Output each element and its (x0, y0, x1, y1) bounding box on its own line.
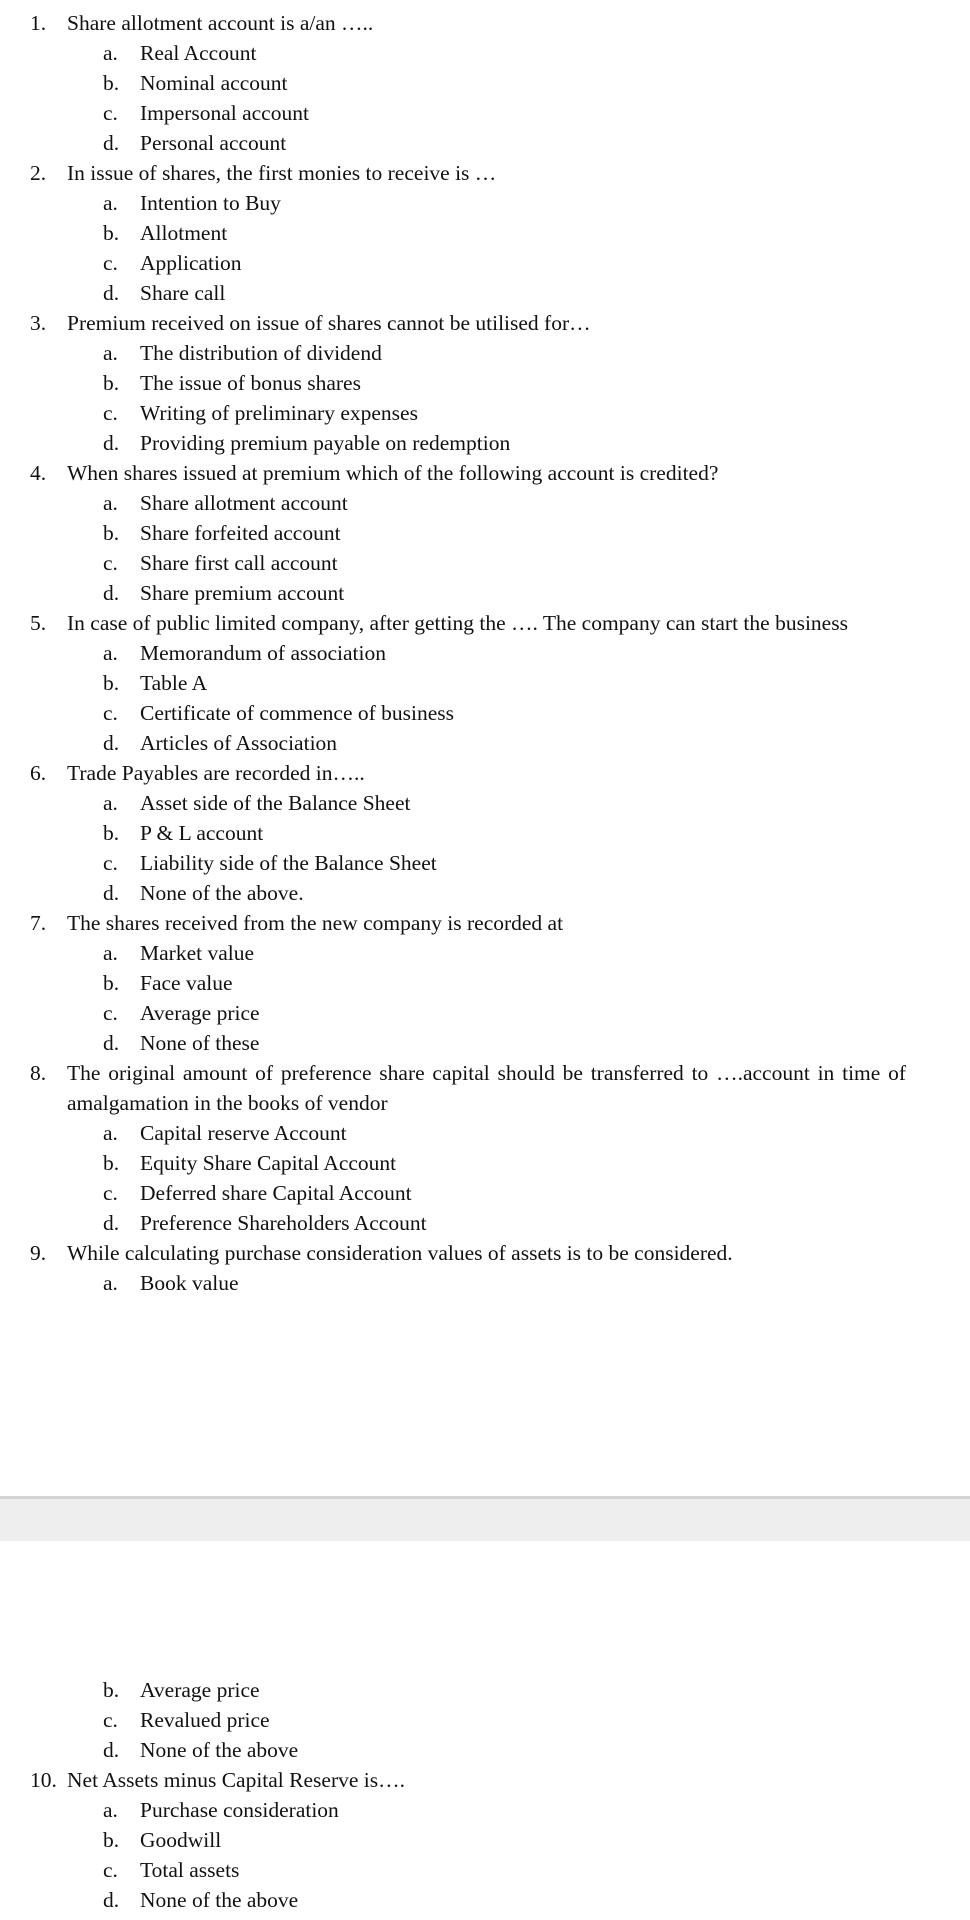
option-text: Average price (140, 1678, 260, 1702)
option-label: b. (103, 71, 120, 95)
option-label: d. (103, 881, 120, 905)
option-item (0, 818, 970, 848)
option-item (0, 248, 970, 278)
option-label: c. (103, 551, 118, 575)
option-item (0, 968, 970, 998)
option-item (0, 998, 970, 1028)
option-text: None of the above. (140, 881, 304, 905)
option-label: c. (103, 1858, 118, 1882)
question-6 (0, 758, 970, 788)
option-text: None of the above (140, 1888, 299, 1912)
question-number: 6. (30, 761, 47, 785)
option-label: c. (103, 1708, 118, 1732)
option-item (0, 668, 970, 698)
option-item (0, 788, 970, 818)
option-label: a. (103, 341, 118, 365)
option-text: Application (140, 251, 242, 275)
option-text: Share first call account (140, 551, 338, 575)
option-text: Deferred share Capital Account (140, 1181, 412, 1205)
option-label: b. (103, 1678, 120, 1702)
question-2 (0, 158, 970, 188)
option-text: Purchase consideration (140, 1798, 339, 1822)
document-page-1 (0, 8, 970, 1298)
option-text: Face value (140, 971, 233, 995)
option-label: c. (103, 1181, 118, 1205)
option-item (0, 848, 970, 878)
option-text: Nominal account (140, 71, 288, 95)
question-text: Premium received on issue of shares cannot be utilised for… (67, 311, 591, 335)
option-item (0, 1705, 970, 1735)
option-text: Allotment (140, 221, 228, 245)
option-label: b. (103, 971, 120, 995)
option-label: c. (103, 101, 118, 125)
question-text: While calculating purchase consideration values of assets is to be considered. (67, 1241, 733, 1265)
option-text: Liability side of the Balance Sheet (140, 851, 437, 875)
option-text: Capital reserve Account (140, 1121, 347, 1145)
option-label: d. (103, 1211, 120, 1235)
option-item (0, 1825, 970, 1855)
option-label: d. (103, 731, 120, 755)
page-break-divider (0, 1496, 970, 1541)
option-label: b. (103, 371, 120, 395)
options-list (0, 488, 970, 608)
question-3 (0, 308, 970, 338)
question-number: 10. (30, 1768, 57, 1792)
question-text: The shares received from the new company is recorded at (67, 911, 564, 935)
option-item (0, 878, 970, 908)
option-text: Preference Shareholders Account (140, 1211, 427, 1235)
option-label: d. (103, 131, 120, 155)
question-text: When shares issued at premium which of the following account is credited? (67, 461, 719, 485)
option-label: b. (103, 1151, 120, 1175)
option-item (0, 728, 970, 758)
question-8 (0, 1058, 970, 1118)
option-item (0, 938, 970, 968)
question-text: In issue of shares, the first monies to receive is … (67, 161, 497, 185)
question-number: 4. (30, 461, 47, 485)
question-text: The original amount of preference share capital should be transferred to ….account in time of amalgamation in the books of vendor (67, 1061, 906, 1115)
option-item (0, 1118, 970, 1148)
question-5 (0, 608, 970, 638)
option-item (0, 368, 970, 398)
option-text: Intention to Buy (140, 191, 281, 215)
option-label: d. (103, 431, 120, 455)
options-list (0, 1795, 970, 1915)
option-label: c. (103, 701, 118, 725)
option-text: Book value (140, 1271, 239, 1295)
option-label: d. (103, 581, 120, 605)
option-label: b. (103, 821, 120, 845)
option-text: Articles of Association (140, 731, 338, 755)
option-label: b. (103, 1828, 120, 1852)
option-label: b. (103, 521, 120, 545)
option-text: None of the above (140, 1738, 299, 1762)
option-item (0, 188, 970, 218)
question-number: 9. (30, 1241, 47, 1265)
option-item (0, 1148, 970, 1178)
option-label: c. (103, 401, 118, 425)
option-label: a. (103, 1271, 118, 1295)
option-text: Market value (140, 941, 255, 965)
option-text: Writing of preliminary expenses (140, 401, 418, 425)
option-item (0, 1855, 970, 1885)
option-item (0, 218, 970, 248)
option-item (0, 1208, 970, 1238)
question-number: 3. (30, 311, 47, 335)
option-text: The distribution of dividend (140, 341, 382, 365)
question-number: 5. (30, 611, 47, 635)
question-10 (0, 1765, 970, 1795)
option-item (0, 1178, 970, 1208)
option-item (0, 698, 970, 728)
question-text: In case of public limited company, after getting the …. The company can start the business (67, 611, 848, 635)
option-item (0, 1675, 970, 1705)
option-item (0, 38, 970, 68)
option-label: a. (103, 41, 118, 65)
option-item (0, 128, 970, 158)
option-text: None of these (140, 1031, 260, 1055)
option-label: a. (103, 191, 118, 215)
question-number: 7. (30, 911, 47, 935)
option-label: b. (103, 671, 120, 695)
option-label: c. (103, 851, 118, 875)
option-label: c. (103, 251, 118, 275)
option-item (0, 1735, 970, 1765)
option-text: The issue of bonus shares (140, 371, 361, 395)
options-list (0, 788, 970, 908)
option-item (0, 518, 970, 548)
question-9 (0, 1238, 970, 1268)
option-label: a. (103, 941, 118, 965)
option-label: c. (103, 1001, 118, 1025)
option-text: Average price (140, 1001, 260, 1025)
question-7 (0, 908, 970, 938)
option-item (0, 1885, 970, 1915)
question-1 (0, 8, 970, 38)
option-text: Share allotment account (140, 491, 348, 515)
option-text: Share forfeited account (140, 521, 341, 545)
option-text: Certificate of commence of business (140, 701, 455, 725)
option-label: d. (103, 281, 120, 305)
option-item (0, 638, 970, 668)
question-number: 2. (30, 161, 47, 185)
option-text: Asset side of the Balance Sheet (140, 791, 411, 815)
option-label: b. (103, 221, 120, 245)
option-item (0, 398, 970, 428)
option-item (0, 428, 970, 458)
question-number: 1. (30, 11, 47, 35)
option-text: Memorandum of association (140, 641, 387, 665)
option-text: P & L account (140, 821, 264, 845)
option-text: Equity Share Capital Account (140, 1151, 397, 1175)
options-list (0, 938, 970, 1058)
question-4 (0, 458, 970, 488)
option-item (0, 1795, 970, 1825)
question-text: Net Assets minus Capital Reserve is…. (67, 1768, 405, 1792)
option-item (0, 578, 970, 608)
option-label: a. (103, 641, 118, 665)
option-item (0, 278, 970, 308)
option-item (0, 548, 970, 578)
option-text: Table A (140, 671, 208, 695)
question-text: Share allotment account is a/an ….. (67, 11, 374, 35)
option-item (0, 488, 970, 518)
continued-options-list (0, 1675, 970, 1765)
option-text: Personal account (140, 131, 287, 155)
option-text: Revalued price (140, 1708, 270, 1732)
option-text: Real Account (140, 41, 257, 65)
option-text: Goodwill (140, 1828, 222, 1852)
option-label: a. (103, 491, 118, 515)
option-item (0, 98, 970, 128)
option-text: Providing premium payable on redemption (140, 431, 511, 455)
option-item (0, 1028, 970, 1058)
option-item (0, 338, 970, 368)
option-text: Total assets (140, 1858, 240, 1882)
option-item (0, 68, 970, 98)
option-label: d. (103, 1031, 120, 1055)
options-list (0, 188, 970, 308)
options-list (0, 638, 970, 758)
document-page-2 (0, 1675, 970, 1915)
option-text: Share premium account (140, 581, 345, 605)
option-text: Share call (140, 281, 226, 305)
option-label: d. (103, 1738, 120, 1762)
question-number: 8. (30, 1061, 47, 1085)
option-item (0, 1268, 970, 1298)
option-label: a. (103, 791, 118, 815)
option-label: a. (103, 1798, 118, 1822)
options-list (0, 38, 970, 158)
option-label: a. (103, 1121, 118, 1145)
options-list (0, 1118, 970, 1238)
options-list (0, 1268, 970, 1298)
option-text: Impersonal account (140, 101, 309, 125)
question-text: Trade Payables are recorded in….. (67, 761, 365, 785)
option-label: d. (103, 1888, 120, 1912)
options-list (0, 338, 970, 458)
